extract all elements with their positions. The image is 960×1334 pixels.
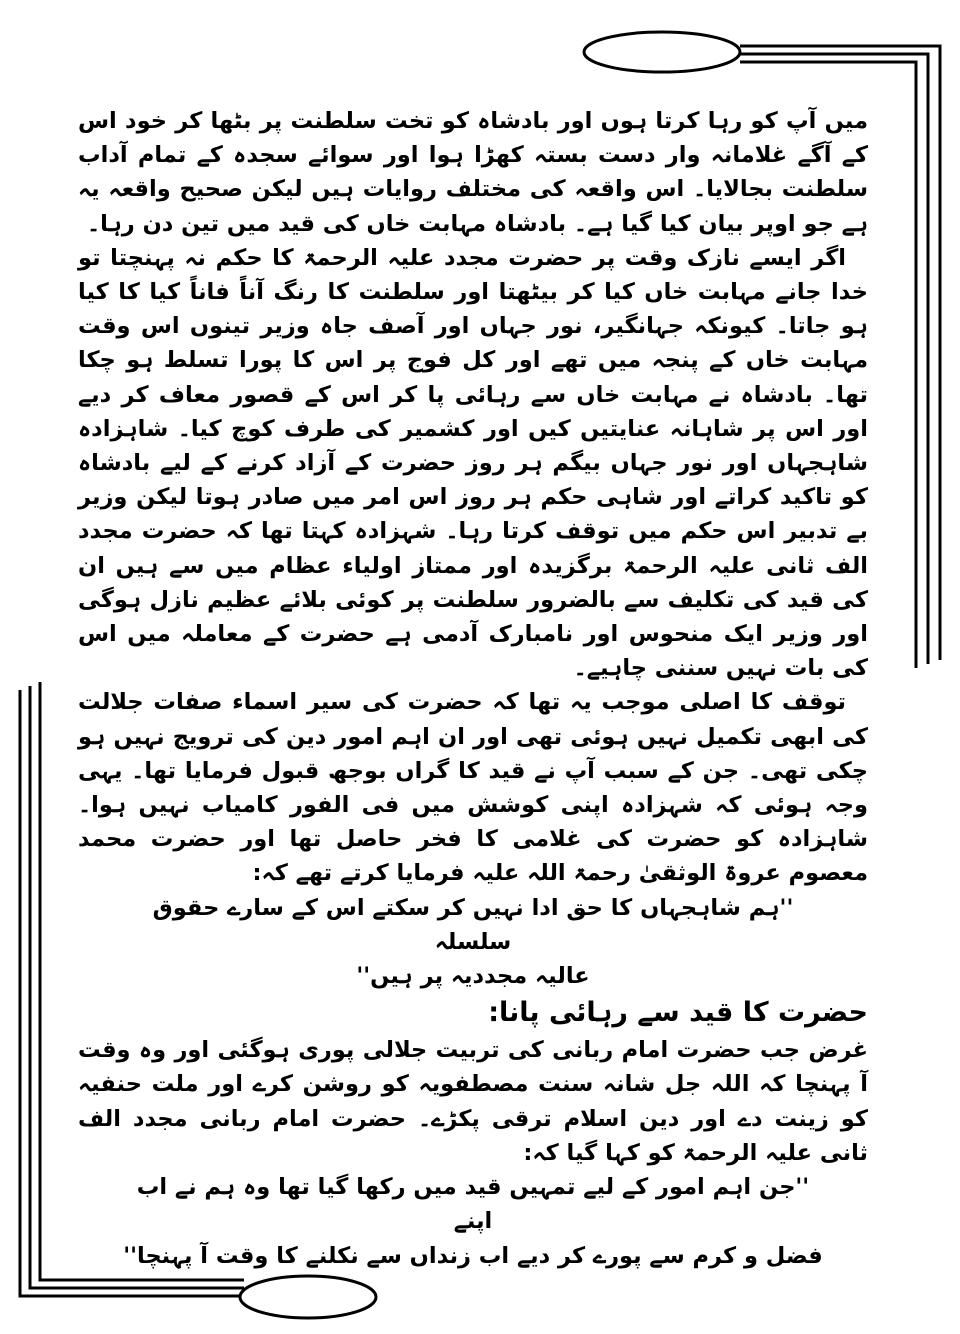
paragraph-4: غرض جب حضرت امام ربانی کی تربیت جلالی پوری ہوگئی اور وہ وقت آ پہنچا کہ اللہ جل شانہ سنت مصطفویہ کو روشن کرے اور ملت حنفیہ کو زینت دے اور دین اسلام ترقی پکڑے۔ حضرت امام ربانی مجدد الف ثانی علیہ الرحمۃ کو کہا گیا کہ: (78, 1037, 868, 1166)
urdu-text-body (78, 104, 868, 1273)
top-oval-ornament (584, 32, 740, 72)
paragraph-2: اگر ایسے نازک وقت پر حضرت مجدد علیہ الرحمۃ کا حکم نہ پہنچتا تو خدا جانے مہابت خاں کیا کر بیٹھتا اور سلطنت کا رنگ آناً فاناً کیا کا کیا ہو جاتا۔ کیونکہ جہانگیر، نور جہاں اور آصف جاہ وزیر تینوں اس وقت مہابت خاں کے پنجہ میں تھے اور کل فوج پر اس کا پورا تسلط ہو چکا تھا۔ بادشاہ نے مہابت خاں سے رہائی پا کر اس کے قصور معاف کر دیے اور اس پر شاہانہ عنایتیں کیں اور کشمیر کی طرف کوچ کیا۔ شاہزادہ شاہجہاں اور نور جہاں بیگم ہر روز حضرت کے آزاد کرنے کے لیے بادشاہ کو تاکید کراتے اور شاہی حکم ہر روز اس امر میں صادر ہوتا لیکن وزیر بے تدبیر اس حکم میں توقف کرتا رہا۔ شہزادہ کہتا تھا کہ حضرت مجدد الف ثانی علیہ الرحمۃ برگزیدہ اور ممتاز اولیاء عظام میں سے ہیں ان کی قید کی تکلیف سے بالضرور سلطنت پر کوئی بلائے عظیم نازل ہوگی اور وزیر ایک منحوس اور نامبارک آدمی ہے حضرت کے معاملہ میں اس کی بات نہیں سننی چاہیے۔ (78, 244, 868, 682)
paragraph-1: میں آپ کو رہا کرتا ہوں اور بادشاہ کو تخت سلطنت پر بٹھا کر خود اس کے آگے غلامانہ وار دست بستہ کھڑا ہوا اور سوائے سجدہ کے تمام آداب سلطنت بجالایا۔ اس واقعہ کی مختلف روایات ہیں لیکن صحیح واقعہ یہ ہے جو اوپر بیان کیا گیا ہے۔ بادشاہ مہابت خاں کی قید میں تین دن رہا۔ (78, 108, 868, 237)
quote-2-line-1: ''جن اہم امور کے لیے تمہیں قید میں رکھا گیا تھا وہ ہم نے اب اپنے (136, 1174, 810, 1235)
quote-1-line-1: ''ہم شاہجہاں کا حق ادا نہیں کر سکتے اس کے سارے حقوق سلسلہ (152, 894, 794, 955)
paragraph-3: توقف کا اصلی موجب یہ تھا کہ حضرت کی سیر اسماء صفات جلالت کی ابھی تکمیل نہیں ہوئی تھی اور ان اہم امور دین کی ترویج نہیں ہو چکی تھی۔ جن کے سبب آپ نے قید کا گراں بوجھ قبول فرمایا تھا۔ یہی وجہ ہوئی کہ شہزادہ اپنی کوشش میں فی الفور کامیاب نہیں ہوا۔ شاہزادہ کو حضرت کی غلامی کا فخر حاصل تھا اور حضرت محمد معصوم عروۃ الوثقیٰ رحمۃ اللہ علیہ فرمایا کرتے تھے کہ: (78, 689, 868, 887)
quote-2-line-2: فضل و کرم سے پورے کر دیے اب زنداں سے نکلنے کا وقت آ پہنچا'' (123, 1242, 823, 1269)
bottom-oval-ornament (240, 1276, 376, 1318)
section-heading: حضرت کا قید سے رہائی پانا: (488, 997, 868, 1029)
quote-1-line-2: عالیہ مجددیہ پر ہیں'' (356, 963, 590, 990)
